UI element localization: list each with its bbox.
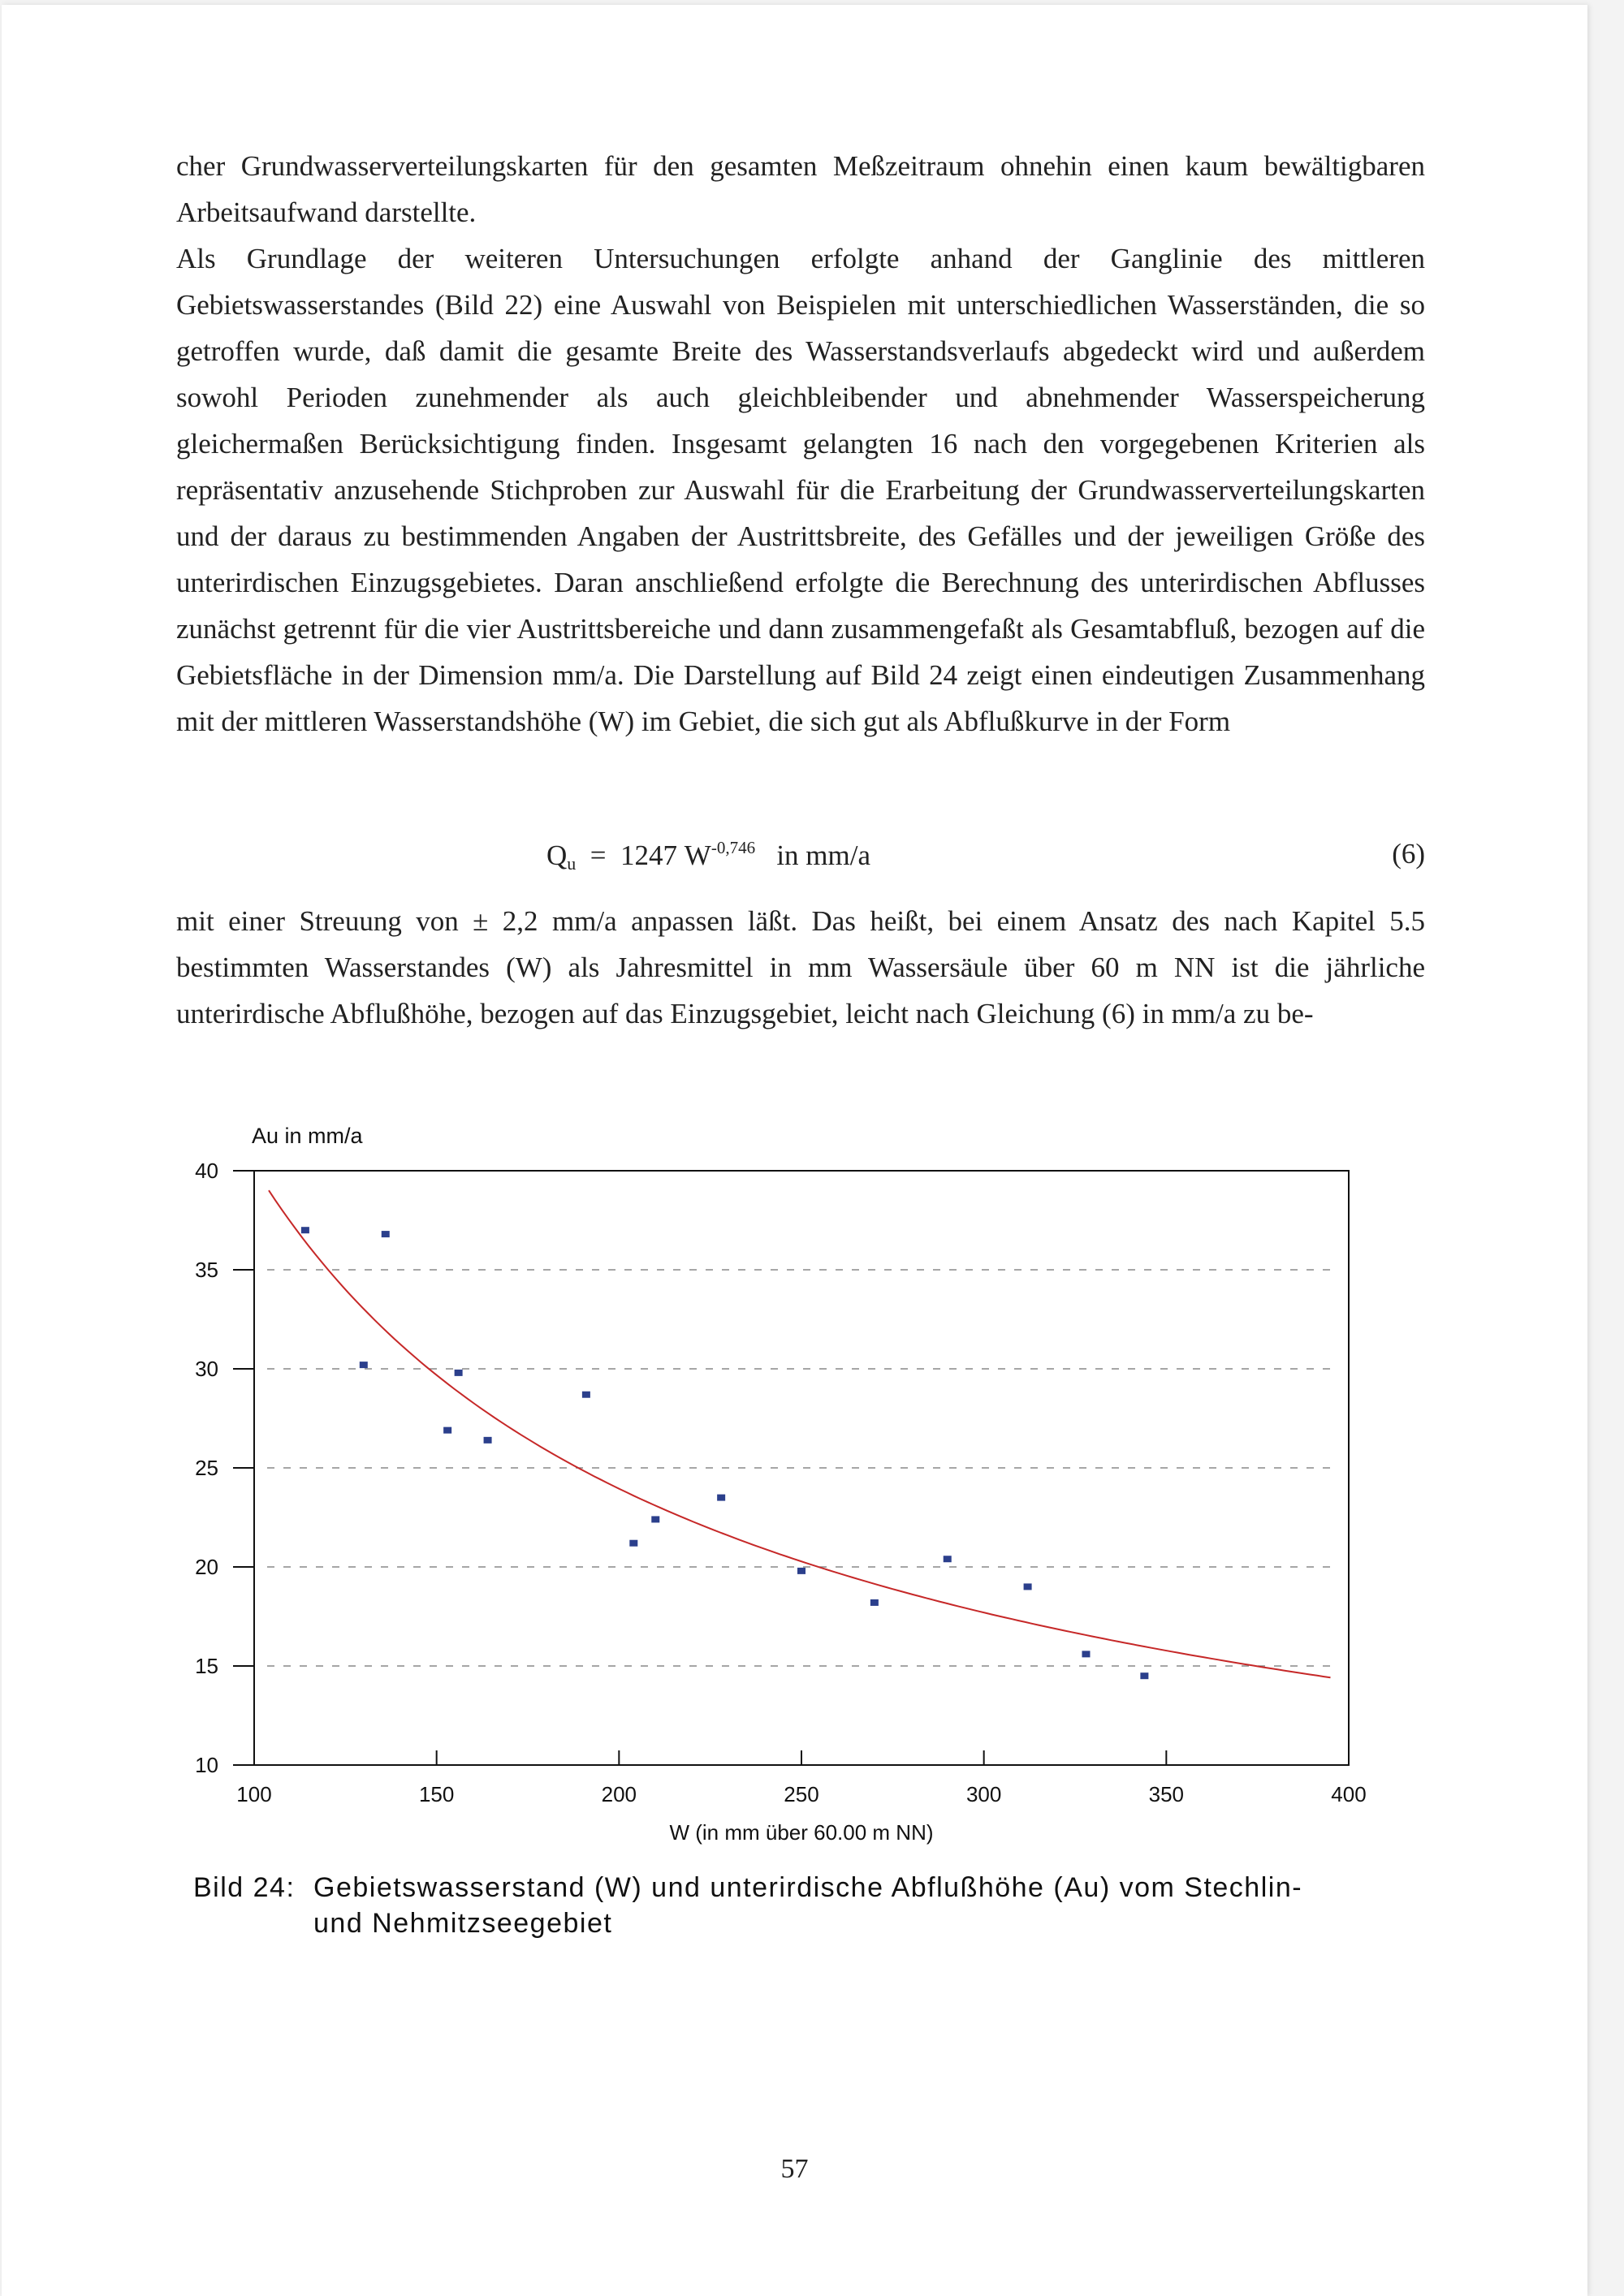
- caption-label: Bild 24:: [193, 1872, 296, 1903]
- scatter-chart: [164, 1109, 1382, 1856]
- page-number: 57: [780, 2154, 809, 2184]
- y-tick-label-10: 10: [195, 1753, 218, 1777]
- x-tick-label-150: 150: [418, 1782, 455, 1806]
- y-tick-label-30: 30: [195, 1357, 218, 1381]
- paragraph-2: Als Grundlage der weiteren Untersuchungen erfolgte anhand der Ganglinie des mittleren Gebietswasserstandes (Bild 22) eine Auswahl von Beispielen mit unterschiedlichen Wasserständen, die so getroffen wurde, daß damit die gesamte Breite des Wasserstandsverlaufs abgedeckt wird und außerdem sowohl Perioden zunehmender als auch gleichbleibender und abnehmender Wasserspeicherung gleichermaßen Berücksichtigung finden. Insgesamt gelangten 16 nach den vorgegebenen Kriterien als repräsentativ anzusehende Stichproben zur Auswahl für die Erarbeitung der Grundwasserverteilungskarten und der daraus zu bestimmenden Angaben der Austrittsbreite, des Gefälles und der jeweiligen Größe des unterirdischen Einzugsgebietes. Daran anschließend erfolgte die Berechnung des unterirdischen Abflusses zunächst getrennt für die vier Austrittsbereiche und dann zusammengefaßt als Gesamtabfluß, bezogen auf die Gebietsfläche in der Dimension mm/a. Die Darstellung auf Bild 24 zeigt einen eindeutigen Zusammenhang mit der mittleren Wasserstandshöhe (W) im Gebiet, die sich gut als Abflußkurve in der Form: [176, 243, 1425, 737]
- eq-lhs-var: Q: [546, 839, 568, 871]
- data-points: [301, 1227, 1148, 1679]
- data-point-2: [382, 1231, 390, 1237]
- y-axis-ticks: [195, 1159, 254, 1777]
- eq-exponent: -0,746: [710, 838, 756, 857]
- body-paragraphs: [176, 143, 1425, 744]
- data-point-3: [360, 1362, 368, 1368]
- grid-lines: [267, 1270, 1336, 1666]
- paragraph-3: mit einer Streuung von ± 2,2 mm/a anpassen läßt. Das heißt, bei einem Ansatz des nach Kapitel 5.5 bestimmten Wasserstandes (W) als Jahresmittel in mm Wassersäule über 60 m NN ist die jährliche unterirdische Abflußhöhe, bezogen auf das Einzugsgebiet, leicht nach Gleichung (6) in mm/a zu be-: [176, 905, 1425, 1029]
- fit-curve: [269, 1190, 1331, 1677]
- body-paragraph-after-equation: [176, 898, 1425, 1037]
- equation-number: (6): [1392, 838, 1425, 870]
- y-tick-label-35: 35: [195, 1258, 218, 1282]
- eq-lhs-sub: u: [567, 853, 577, 874]
- data-point-8: [629, 1540, 637, 1547]
- equation-formula: [546, 838, 870, 874]
- caption-line-2: und Nehmitzseegebiet: [313, 1908, 613, 1939]
- eq-equals: =: [590, 839, 607, 871]
- data-point-14: [1024, 1583, 1032, 1590]
- data-point-5: [443, 1427, 451, 1434]
- x-tick-label-100: 100: [236, 1782, 272, 1806]
- y-tick-label-20: 20: [195, 1555, 218, 1579]
- eq-unit: in mm/a: [776, 839, 871, 871]
- data-point-12: [870, 1599, 879, 1606]
- caption-text-1: Gebietswasserstand (W) und unterirdische Abflußhöhe (Au) vom Stechlin-: [313, 1872, 1303, 1903]
- y-tick-label-15: 15: [195, 1654, 218, 1678]
- data-point-7: [582, 1392, 590, 1398]
- data-point-15: [1082, 1651, 1090, 1657]
- x-axis-label: W (in mm über 60.00 m NN): [669, 1820, 934, 1845]
- x-axis-ticks: [236, 1750, 1366, 1806]
- paragraph-1: cher Grundwasserverteilungskarten für den gesamten Meßzeitraum ohnehin einen kaum bewältigbaren Arbeitsaufwand darstellte.: [176, 150, 1425, 228]
- data-point-6: [484, 1437, 492, 1444]
- data-point-13: [944, 1556, 952, 1562]
- x-tick-label-250: 250: [784, 1782, 819, 1806]
- y-tick-label-25: 25: [195, 1456, 218, 1480]
- data-point-16: [1140, 1672, 1148, 1679]
- y-axis-label: Au in mm/a: [252, 1124, 363, 1148]
- data-point-4: [455, 1370, 463, 1376]
- data-point-9: [651, 1516, 659, 1522]
- x-tick-label-300: 300: [965, 1782, 1002, 1806]
- x-tick-label-200: 200: [601, 1782, 637, 1806]
- data-point-1: [301, 1227, 309, 1233]
- document-page: [2, 5, 1587, 2296]
- caption-line-1: [193, 1870, 1395, 1905]
- data-point-10: [717, 1495, 725, 1501]
- eq-coefficient: 1247: [620, 839, 678, 871]
- equation-6: [176, 831, 1425, 880]
- x-tick-label-400: 400: [1331, 1782, 1367, 1806]
- data-point-11: [797, 1568, 806, 1574]
- y-tick-label-40: 40: [195, 1159, 218, 1183]
- x-tick-label-350: 350: [1148, 1782, 1185, 1806]
- eq-base: W: [684, 839, 711, 871]
- figure-caption: [193, 1870, 1395, 1941]
